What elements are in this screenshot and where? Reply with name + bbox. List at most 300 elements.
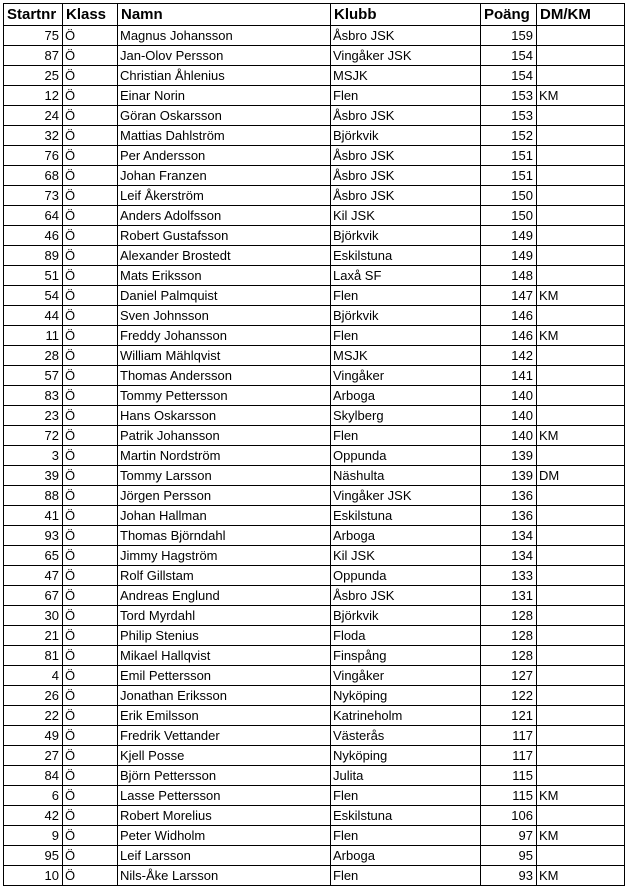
cell-poang: 140 bbox=[481, 406, 537, 426]
cell-dmkm bbox=[537, 126, 625, 146]
cell-namn: Mikael Hallqvist bbox=[118, 646, 331, 666]
cell-poang: 142 bbox=[481, 346, 537, 366]
cell-klass: Ö bbox=[63, 626, 118, 646]
cell-poang: 146 bbox=[481, 306, 537, 326]
cell-dmkm bbox=[537, 586, 625, 606]
cell-dmkm bbox=[537, 646, 625, 666]
cell-startnr: 6 bbox=[4, 786, 63, 806]
cell-namn: Mattias Dahlström bbox=[118, 126, 331, 146]
cell-dmkm bbox=[537, 206, 625, 226]
table-row bbox=[4, 386, 625, 406]
cell-klass: Ö bbox=[63, 666, 118, 686]
table-row bbox=[4, 66, 625, 86]
cell-namn: Rolf Gillstam bbox=[118, 566, 331, 586]
table-row bbox=[4, 706, 625, 726]
cell-dmkm: DM bbox=[537, 466, 625, 486]
cell-klubb: Eskilstuna bbox=[331, 246, 481, 266]
cell-klass: Ö bbox=[63, 66, 118, 86]
cell-klass: Ö bbox=[63, 306, 118, 326]
cell-namn: Johan Hallman bbox=[118, 506, 331, 526]
cell-klubb: Flen bbox=[331, 326, 481, 346]
cell-dmkm bbox=[537, 566, 625, 586]
cell-dmkm bbox=[537, 226, 625, 246]
cell-dmkm bbox=[537, 486, 625, 506]
table-row bbox=[4, 866, 625, 886]
cell-startnr: 65 bbox=[4, 546, 63, 566]
cell-klass: Ö bbox=[63, 206, 118, 226]
cell-poang: 139 bbox=[481, 466, 537, 486]
table-row bbox=[4, 106, 625, 126]
header-klubb: Klubb bbox=[331, 4, 481, 26]
cell-namn: Freddy Johansson bbox=[118, 326, 331, 346]
cell-klubb: Oppunda bbox=[331, 566, 481, 586]
header-startnr: Startnr bbox=[4, 4, 63, 26]
cell-startnr: 42 bbox=[4, 806, 63, 826]
table-row bbox=[4, 606, 625, 626]
cell-startnr: 9 bbox=[4, 826, 63, 846]
cell-klubb: Eskilstuna bbox=[331, 806, 481, 826]
cell-poang: 117 bbox=[481, 726, 537, 746]
cell-startnr: 84 bbox=[4, 766, 63, 786]
cell-klubb: Björkvik bbox=[331, 606, 481, 626]
cell-namn: Daniel Palmquist bbox=[118, 286, 331, 306]
table-row bbox=[4, 686, 625, 706]
cell-klubb: Vingåker bbox=[331, 666, 481, 686]
cell-klubb: Nyköping bbox=[331, 746, 481, 766]
cell-poang: 134 bbox=[481, 546, 537, 566]
cell-klubb: Björkvik bbox=[331, 306, 481, 326]
cell-startnr: 41 bbox=[4, 506, 63, 526]
cell-dmkm bbox=[537, 386, 625, 406]
cell-klubb: Åsbro JSK bbox=[331, 186, 481, 206]
cell-klass: Ö bbox=[63, 606, 118, 626]
cell-startnr: 21 bbox=[4, 626, 63, 646]
cell-klass: Ö bbox=[63, 806, 118, 826]
table-row bbox=[4, 306, 625, 326]
cell-dmkm: KM bbox=[537, 326, 625, 346]
cell-klubb: Kil JSK bbox=[331, 546, 481, 566]
cell-poang: 133 bbox=[481, 566, 537, 586]
cell-poang: 128 bbox=[481, 646, 537, 666]
table-row bbox=[4, 506, 625, 526]
cell-startnr: 12 bbox=[4, 86, 63, 106]
cell-klass: Ö bbox=[63, 506, 118, 526]
table-row bbox=[4, 266, 625, 286]
table-row bbox=[4, 726, 625, 746]
table-row bbox=[4, 186, 625, 206]
cell-namn: Fredrik Vettander bbox=[118, 726, 331, 746]
cell-namn: Per Andersson bbox=[118, 146, 331, 166]
cell-namn: William Mählqvist bbox=[118, 346, 331, 366]
cell-namn: Einar Norin bbox=[118, 86, 331, 106]
cell-klubb: Åsbro JSK bbox=[331, 106, 481, 126]
table-row bbox=[4, 86, 625, 106]
cell-dmkm: KM bbox=[537, 826, 625, 846]
cell-startnr: 87 bbox=[4, 46, 63, 66]
cell-namn: Patrik Johansson bbox=[118, 426, 331, 446]
cell-dmkm bbox=[537, 446, 625, 466]
cell-namn: Anders Adolfsson bbox=[118, 206, 331, 226]
cell-poang: 154 bbox=[481, 46, 537, 66]
table-row bbox=[4, 286, 625, 306]
table-row bbox=[4, 146, 625, 166]
cell-poang: 140 bbox=[481, 386, 537, 406]
cell-klass: Ö bbox=[63, 446, 118, 466]
cell-dmkm: KM bbox=[537, 86, 625, 106]
table-row bbox=[4, 646, 625, 666]
cell-klass: Ö bbox=[63, 866, 118, 886]
cell-dmkm bbox=[537, 686, 625, 706]
table-row bbox=[4, 566, 625, 586]
cell-namn: Emil Pettersson bbox=[118, 666, 331, 686]
cell-poang: 151 bbox=[481, 166, 537, 186]
cell-dmkm bbox=[537, 106, 625, 126]
cell-dmkm bbox=[537, 26, 625, 46]
cell-startnr: 32 bbox=[4, 126, 63, 146]
cell-startnr: 44 bbox=[4, 306, 63, 326]
cell-poang: 115 bbox=[481, 786, 537, 806]
cell-klubb: Katrineholm bbox=[331, 706, 481, 726]
cell-dmkm bbox=[537, 706, 625, 726]
cell-startnr: 10 bbox=[4, 866, 63, 886]
cell-poang: 115 bbox=[481, 766, 537, 786]
cell-dmkm bbox=[537, 366, 625, 386]
cell-startnr: 89 bbox=[4, 246, 63, 266]
cell-klubb: Skylberg bbox=[331, 406, 481, 426]
cell-namn: Tommy Larsson bbox=[118, 466, 331, 486]
cell-startnr: 51 bbox=[4, 266, 63, 286]
cell-klubb: Flen bbox=[331, 826, 481, 846]
table-row bbox=[4, 326, 625, 346]
cell-klubb: Vingåker bbox=[331, 366, 481, 386]
cell-dmkm bbox=[537, 746, 625, 766]
table-row bbox=[4, 346, 625, 366]
cell-dmkm bbox=[537, 406, 625, 426]
cell-klass: Ö bbox=[63, 766, 118, 786]
cell-namn: Nils-Åke Larsson bbox=[118, 866, 331, 886]
cell-poang: 97 bbox=[481, 826, 537, 846]
cell-poang: 149 bbox=[481, 246, 537, 266]
cell-startnr: 72 bbox=[4, 426, 63, 446]
table-row bbox=[4, 206, 625, 226]
cell-klubb: Arboga bbox=[331, 846, 481, 866]
header-dmkm: DM/KM bbox=[537, 4, 625, 26]
table-row bbox=[4, 246, 625, 266]
table-row bbox=[4, 26, 625, 46]
cell-namn: Sven Johnsson bbox=[118, 306, 331, 326]
cell-klass: Ö bbox=[63, 406, 118, 426]
table-row bbox=[4, 446, 625, 466]
cell-klubb: Åsbro JSK bbox=[331, 586, 481, 606]
cell-startnr: 68 bbox=[4, 166, 63, 186]
cell-poang: 131 bbox=[481, 586, 537, 606]
cell-poang: 128 bbox=[481, 606, 537, 626]
cell-klubb: Flen bbox=[331, 86, 481, 106]
cell-klass: Ö bbox=[63, 846, 118, 866]
cell-klubb: Flen bbox=[331, 426, 481, 446]
cell-poang: 148 bbox=[481, 266, 537, 286]
cell-klass: Ö bbox=[63, 786, 118, 806]
cell-startnr: 76 bbox=[4, 146, 63, 166]
cell-startnr: 57 bbox=[4, 366, 63, 386]
cell-poang: 127 bbox=[481, 666, 537, 686]
cell-klubb: Åsbro JSK bbox=[331, 26, 481, 46]
cell-klubb: MSJK bbox=[331, 66, 481, 86]
cell-klubb: Flen bbox=[331, 866, 481, 886]
cell-klubb: Åsbro JSK bbox=[331, 166, 481, 186]
cell-klubb: Finspång bbox=[331, 646, 481, 666]
cell-namn: Hans Oskarsson bbox=[118, 406, 331, 426]
header-row bbox=[4, 4, 625, 26]
cell-poang: 136 bbox=[481, 506, 537, 526]
cell-klass: Ö bbox=[63, 706, 118, 726]
table-row bbox=[4, 226, 625, 246]
table-row bbox=[4, 166, 625, 186]
cell-dmkm bbox=[537, 146, 625, 166]
cell-dmkm bbox=[537, 626, 625, 646]
cell-klubb: Västerås bbox=[331, 726, 481, 746]
cell-startnr: 67 bbox=[4, 586, 63, 606]
cell-dmkm bbox=[537, 546, 625, 566]
cell-startnr: 47 bbox=[4, 566, 63, 586]
cell-startnr: 30 bbox=[4, 606, 63, 626]
table-row bbox=[4, 666, 625, 686]
cell-namn: Leif Åkerström bbox=[118, 186, 331, 206]
table-row bbox=[4, 526, 625, 546]
table-row bbox=[4, 486, 625, 506]
cell-startnr: 73 bbox=[4, 186, 63, 206]
cell-namn: Thomas Björndahl bbox=[118, 526, 331, 546]
cell-dmkm bbox=[537, 66, 625, 86]
table-row bbox=[4, 626, 625, 646]
cell-klass: Ö bbox=[63, 146, 118, 166]
results-table bbox=[3, 3, 625, 886]
cell-klass: Ö bbox=[63, 126, 118, 146]
cell-namn: Göran Oskarsson bbox=[118, 106, 331, 126]
cell-klass: Ö bbox=[63, 386, 118, 406]
cell-klass: Ö bbox=[63, 26, 118, 46]
cell-namn: Andreas Englund bbox=[118, 586, 331, 606]
table-row bbox=[4, 366, 625, 386]
cell-poang: 139 bbox=[481, 446, 537, 466]
table-row bbox=[4, 126, 625, 146]
cell-dmkm bbox=[537, 766, 625, 786]
cell-klubb: Näshulta bbox=[331, 466, 481, 486]
table-row bbox=[4, 746, 625, 766]
cell-klass: Ö bbox=[63, 106, 118, 126]
cell-startnr: 54 bbox=[4, 286, 63, 306]
cell-klubb: Kil JSK bbox=[331, 206, 481, 226]
table-row bbox=[4, 466, 625, 486]
cell-namn: Magnus Johansson bbox=[118, 26, 331, 46]
cell-poang: 147 bbox=[481, 286, 537, 306]
cell-startnr: 22 bbox=[4, 706, 63, 726]
cell-dmkm bbox=[537, 346, 625, 366]
cell-namn: Jan-Olov Persson bbox=[118, 46, 331, 66]
cell-dmkm bbox=[537, 306, 625, 326]
cell-dmkm bbox=[537, 166, 625, 186]
cell-startnr: 24 bbox=[4, 106, 63, 126]
cell-dmkm bbox=[537, 266, 625, 286]
cell-klass: Ö bbox=[63, 226, 118, 246]
cell-poang: 159 bbox=[481, 26, 537, 46]
cell-startnr: 83 bbox=[4, 386, 63, 406]
cell-poang: 154 bbox=[481, 66, 537, 86]
cell-namn: Alexander Brostedt bbox=[118, 246, 331, 266]
cell-namn: Johan Franzen bbox=[118, 166, 331, 186]
cell-dmkm bbox=[537, 726, 625, 746]
cell-poang: 95 bbox=[481, 846, 537, 866]
cell-klass: Ö bbox=[63, 726, 118, 746]
cell-namn: Philip Stenius bbox=[118, 626, 331, 646]
cell-klubb: Åsbro JSK bbox=[331, 146, 481, 166]
header-klass: Klass bbox=[63, 4, 118, 26]
cell-klass: Ö bbox=[63, 46, 118, 66]
cell-poang: 106 bbox=[481, 806, 537, 826]
cell-startnr: 75 bbox=[4, 26, 63, 46]
cell-poang: 93 bbox=[481, 866, 537, 886]
table-row bbox=[4, 826, 625, 846]
cell-namn: Tommy Pettersson bbox=[118, 386, 331, 406]
cell-poang: 151 bbox=[481, 146, 537, 166]
cell-namn: Erik Emilsson bbox=[118, 706, 331, 726]
cell-dmkm bbox=[537, 186, 625, 206]
cell-klass: Ö bbox=[63, 266, 118, 286]
cell-dmkm bbox=[537, 526, 625, 546]
cell-poang: 146 bbox=[481, 326, 537, 346]
cell-namn: Kjell Posse bbox=[118, 746, 331, 766]
cell-namn: Jonathan Eriksson bbox=[118, 686, 331, 706]
cell-klass: Ö bbox=[63, 366, 118, 386]
cell-klass: Ö bbox=[63, 186, 118, 206]
cell-dmkm bbox=[537, 846, 625, 866]
cell-startnr: 27 bbox=[4, 746, 63, 766]
cell-namn: Leif Larsson bbox=[118, 846, 331, 866]
cell-dmkm: KM bbox=[537, 286, 625, 306]
cell-poang: 150 bbox=[481, 206, 537, 226]
cell-klass: Ö bbox=[63, 586, 118, 606]
cell-startnr: 39 bbox=[4, 466, 63, 486]
cell-poang: 134 bbox=[481, 526, 537, 546]
cell-startnr: 93 bbox=[4, 526, 63, 546]
table-row bbox=[4, 546, 625, 566]
cell-startnr: 46 bbox=[4, 226, 63, 246]
cell-startnr: 64 bbox=[4, 206, 63, 226]
cell-namn: Martin Nordström bbox=[118, 446, 331, 466]
cell-namn: Peter Widholm bbox=[118, 826, 331, 846]
cell-klubb: Vingåker JSK bbox=[331, 46, 481, 66]
cell-klubb: Arboga bbox=[331, 526, 481, 546]
cell-namn: Tord Myrdahl bbox=[118, 606, 331, 626]
cell-namn: Lasse Pettersson bbox=[118, 786, 331, 806]
cell-klubb: Laxå SF bbox=[331, 266, 481, 286]
cell-poang: 136 bbox=[481, 486, 537, 506]
cell-klass: Ö bbox=[63, 546, 118, 566]
cell-klubb: Björkvik bbox=[331, 226, 481, 246]
cell-poang: 140 bbox=[481, 426, 537, 446]
cell-dmkm bbox=[537, 246, 625, 266]
cell-klass: Ö bbox=[63, 486, 118, 506]
cell-poang: 122 bbox=[481, 686, 537, 706]
cell-startnr: 11 bbox=[4, 326, 63, 346]
cell-poang: 150 bbox=[481, 186, 537, 206]
cell-klass: Ö bbox=[63, 286, 118, 306]
cell-klubb: Oppunda bbox=[331, 446, 481, 466]
cell-namn: Robert Gustafsson bbox=[118, 226, 331, 246]
cell-startnr: 3 bbox=[4, 446, 63, 466]
cell-klass: Ö bbox=[63, 646, 118, 666]
table-row bbox=[4, 766, 625, 786]
cell-startnr: 88 bbox=[4, 486, 63, 506]
cell-poang: 149 bbox=[481, 226, 537, 246]
cell-klass: Ö bbox=[63, 466, 118, 486]
cell-startnr: 28 bbox=[4, 346, 63, 366]
cell-startnr: 26 bbox=[4, 686, 63, 706]
cell-klubb: Flen bbox=[331, 286, 481, 306]
cell-namn: Björn Pettersson bbox=[118, 766, 331, 786]
cell-klubb: Arboga bbox=[331, 386, 481, 406]
cell-dmkm: KM bbox=[537, 426, 625, 446]
table-row bbox=[4, 46, 625, 66]
cell-klass: Ö bbox=[63, 246, 118, 266]
cell-klass: Ö bbox=[63, 426, 118, 446]
cell-klubb: Eskilstuna bbox=[331, 506, 481, 526]
header-poang: Poäng bbox=[481, 4, 537, 26]
cell-poang: 152 bbox=[481, 126, 537, 146]
cell-namn: Thomas Andersson bbox=[118, 366, 331, 386]
cell-klass: Ö bbox=[63, 346, 118, 366]
cell-klass: Ö bbox=[63, 86, 118, 106]
cell-dmkm bbox=[537, 806, 625, 826]
cell-poang: 117 bbox=[481, 746, 537, 766]
cell-klass: Ö bbox=[63, 746, 118, 766]
cell-klass: Ö bbox=[63, 526, 118, 546]
cell-klass: Ö bbox=[63, 326, 118, 346]
cell-dmkm bbox=[537, 46, 625, 66]
cell-namn: Christian Åhlenius bbox=[118, 66, 331, 86]
cell-klubb: MSJK bbox=[331, 346, 481, 366]
cell-klass: Ö bbox=[63, 566, 118, 586]
table-row bbox=[4, 586, 625, 606]
table-row bbox=[4, 786, 625, 806]
cell-startnr: 25 bbox=[4, 66, 63, 86]
cell-startnr: 81 bbox=[4, 646, 63, 666]
cell-klubb: Björkvik bbox=[331, 126, 481, 146]
cell-klubb: Julita bbox=[331, 766, 481, 786]
cell-klass: Ö bbox=[63, 826, 118, 846]
cell-klass: Ö bbox=[63, 686, 118, 706]
cell-klubb: Flen bbox=[331, 786, 481, 806]
cell-poang: 153 bbox=[481, 106, 537, 126]
cell-klubb: Floda bbox=[331, 626, 481, 646]
table-row bbox=[4, 426, 625, 446]
cell-poang: 141 bbox=[481, 366, 537, 386]
cell-dmkm: KM bbox=[537, 786, 625, 806]
cell-startnr: 23 bbox=[4, 406, 63, 426]
table-row bbox=[4, 406, 625, 426]
cell-namn: Mats Eriksson bbox=[118, 266, 331, 286]
table-row bbox=[4, 846, 625, 866]
cell-klass: Ö bbox=[63, 166, 118, 186]
table-row bbox=[4, 806, 625, 826]
cell-namn: Jörgen Persson bbox=[118, 486, 331, 506]
cell-dmkm bbox=[537, 506, 625, 526]
cell-namn: Jimmy Hagström bbox=[118, 546, 331, 566]
cell-klubb: Nyköping bbox=[331, 686, 481, 706]
cell-startnr: 49 bbox=[4, 726, 63, 746]
cell-poang: 121 bbox=[481, 706, 537, 726]
cell-klubb: Vingåker JSK bbox=[331, 486, 481, 506]
